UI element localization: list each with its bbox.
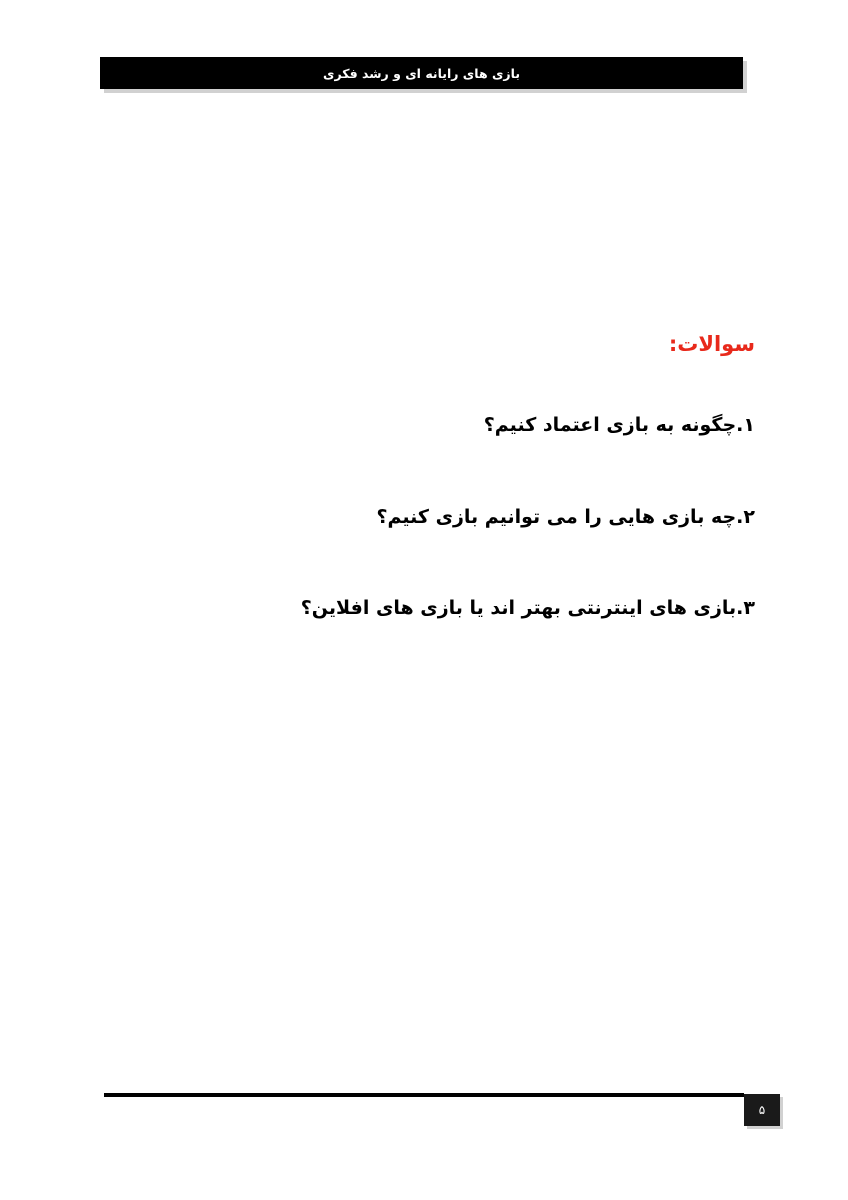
main-content [95, 330, 755, 623]
list-item: ۲.چه بازی هایی را می توانیم بازی کنیم؟ [376, 505, 755, 528]
question-list [95, 411, 755, 623]
list-item: ۳.بازی های اینترنتی بهتر اند یا بازی های افلاین؟ [300, 597, 755, 620]
page-number: ۵ [758, 1103, 766, 1117]
list-item: ۱.چگونه به بازی اعتماد کنیم؟ [483, 414, 755, 437]
header-banner [100, 57, 743, 89]
page-number-box [744, 1094, 780, 1126]
header-title: بازی های رایانه ای و رشد فکری [323, 65, 521, 81]
footer-divider [104, 1093, 744, 1097]
section-heading: سوالات: [668, 332, 755, 356]
